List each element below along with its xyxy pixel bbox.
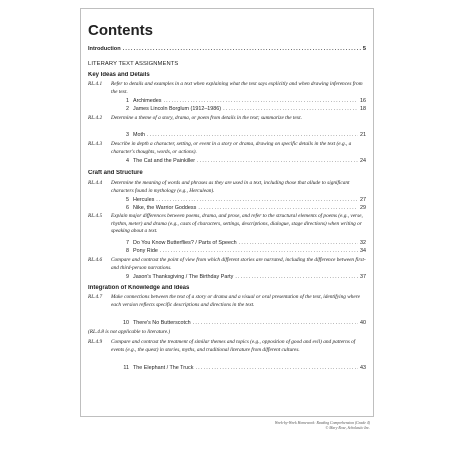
toc-item[interactable]	[120, 240, 366, 246]
item-page: 24	[360, 158, 366, 164]
item-number: 11	[123, 365, 129, 371]
heading-key-ideas: Key Ideas and Details	[88, 72, 150, 78]
toc-item[interactable]	[120, 158, 366, 164]
toc-item[interactable]	[120, 132, 366, 138]
standard-code: RL.4.9	[88, 339, 103, 345]
item-title: Archimedes	[133, 98, 162, 104]
toc-item[interactable]	[120, 98, 366, 104]
item-number: 2	[126, 106, 129, 112]
standard-description: Compare and contrast the point of view from which different stories are narrated, including the difference between first- and third-person narrations.	[111, 257, 366, 271]
toc-item[interactable]	[120, 106, 366, 112]
item-page: 21	[360, 132, 366, 138]
heading-craft-structure: Craft and Structure	[88, 170, 143, 176]
standard-code: RL.4.4	[88, 180, 103, 186]
item-number: 6	[126, 205, 129, 211]
standard-description: Make connections between the text of a story or drama and a visual or oral presentation of the text, identifying where each version reflects specific descriptions and directions in the text.	[111, 294, 360, 308]
standard-description: Refer to details and examples in a text when explaining what the text says explicitly and when drawing inferences from the text.	[111, 81, 363, 95]
toc-item[interactable]	[120, 205, 366, 211]
standard-description: Describe in depth a character, setting, or event in a story or drama, drawing on specific details in the text (e.g., a character's thoughts, words, or actions).	[111, 141, 352, 155]
item-title: James Lincoln Borglum (1912–1986)	[133, 106, 222, 112]
standard-rl-4-9	[88, 339, 366, 354]
standard-description: Explain major differences between poems, drama, and prose, and refer to the structural elements of poems (e.g., verse, rhythm, meter) and drama (e.g., casts of characters, settings, descriptions, dialogue, stage directions) when writing or speaking about a text.	[111, 213, 363, 235]
item-page: 37	[360, 274, 366, 280]
leader-dots	[197, 158, 358, 164]
standard-description: Determine the meaning of words and phrases as they are used in a text, including those that allude to significant characters found in mythology (e.g., Herculean).	[111, 180, 350, 194]
toc-item[interactable]	[120, 365, 366, 371]
leader-dots	[147, 132, 358, 138]
item-title: Moth	[133, 132, 145, 138]
footer-line: © Mary Rose, Scholastic Inc.	[325, 425, 370, 430]
standard-rl-4-4	[88, 180, 366, 195]
standard-rl-4-5	[88, 213, 366, 236]
item-title: Pony Ride	[133, 248, 158, 254]
item-title: Jason's Thanksgiving / The Birthday Party	[133, 274, 234, 280]
item-title: The Cat and the Painkiller	[133, 158, 196, 164]
item-number: 4	[126, 158, 129, 164]
leader-dots	[163, 98, 358, 104]
item-number: 3	[126, 132, 129, 138]
item-number: 9	[126, 274, 129, 280]
toc-introduction[interactable]	[88, 46, 366, 52]
standard-rl-4-7	[88, 294, 366, 309]
toc-introduction-label: Introduction	[88, 46, 121, 52]
item-number: 1	[126, 98, 129, 104]
page-title: Contents	[88, 22, 153, 39]
leader-dots	[235, 274, 358, 280]
section-label: LITERARY TEXT ASSIGNMENTS	[88, 61, 179, 67]
item-number: 7	[126, 240, 129, 246]
standard-rl-4-1	[88, 81, 366, 96]
toc-item[interactable]	[120, 320, 366, 326]
item-number: 8	[126, 248, 129, 254]
item-page: 40	[360, 320, 366, 326]
item-page: 43	[360, 365, 366, 371]
item-title: Nike, the Warrior Goddess	[133, 205, 197, 211]
leader-dots	[123, 46, 361, 52]
toc-item[interactable]	[120, 274, 366, 280]
toc-item[interactable]	[120, 197, 366, 203]
heading-integration: Integration of Knowledge and Ideas	[88, 285, 190, 291]
leader-dots	[160, 248, 358, 254]
toc-introduction-page: 5	[362, 46, 366, 52]
standard-rl-4-6	[88, 257, 366, 272]
item-page: 16	[360, 98, 366, 104]
leader-dots	[239, 240, 358, 246]
item-page: 32	[360, 240, 366, 246]
leader-dots	[193, 320, 358, 326]
item-page: 27	[360, 197, 366, 203]
standard-code: RL.4.3	[88, 141, 103, 147]
standard-description: Compare and contrast the treatment of similar themes and topics (e.g., opposition of good and evil) and patterns of events (e.g., the quest) in stories, myths, and traditional literature from different cultures.	[111, 339, 356, 353]
item-title: Do You Know Butterflies? / Parts of Speech	[133, 240, 237, 246]
item-title: Hercules	[133, 197, 155, 203]
item-title: The Elephant / The Truck	[133, 365, 194, 371]
standard-code: RL.4.2	[88, 115, 103, 121]
leader-dots	[156, 197, 358, 203]
standard-rl-4-8-note	[88, 329, 366, 337]
standard-rl-4-2	[88, 115, 366, 123]
page-footer	[200, 421, 370, 431]
leader-dots	[223, 106, 358, 112]
item-number: 5	[126, 197, 129, 203]
footer-line: Week-by-Week Homework: Reading Comprehension (Grade 4)	[274, 421, 370, 425]
item-page: 29	[360, 205, 366, 211]
standard-note: (RL.4.8 is not applicable to literature.)	[88, 329, 171, 335]
leader-dots	[195, 365, 358, 371]
item-page: 34	[360, 248, 366, 254]
standard-rl-4-3	[88, 141, 366, 156]
standard-description: Determine a theme of a story, drama, or poem from details in the text; summarize the text.	[111, 115, 302, 121]
standard-code: RL.4.5	[88, 213, 103, 219]
toc-item[interactable]	[120, 248, 366, 254]
item-page: 18	[360, 106, 366, 112]
item-title: There's No Butterscotch	[133, 320, 191, 326]
standard-code: RL.4.6	[88, 257, 103, 263]
standard-code: RL.4.7	[88, 294, 103, 300]
standard-code: RL.4.1	[88, 81, 103, 87]
item-number: 10	[123, 320, 129, 326]
leader-dots	[198, 205, 358, 211]
